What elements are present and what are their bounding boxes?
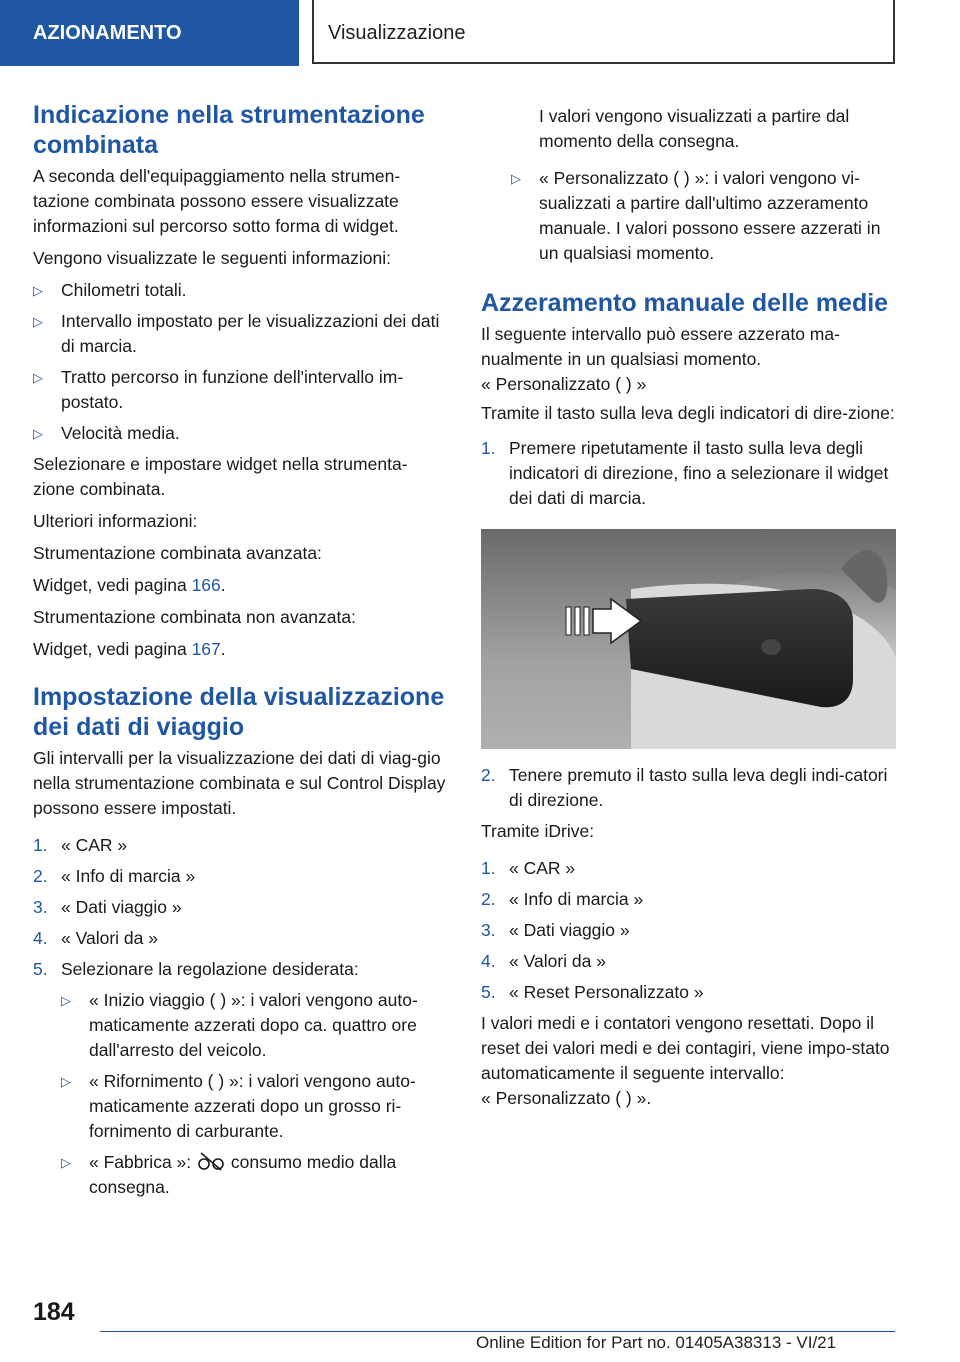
paragraph: Tramite iDrive: bbox=[481, 821, 595, 841]
list-item: ▷ Tratto percorso in funzione dell'intervallo im-postato. bbox=[33, 367, 404, 412]
paragraph: I valori medi e i contatori vengono resettati. Dopo il reset dei valori medi e dei contagiri, viene impo-stato automaticamente il seguente intervallo: « Personalizzato ( ) ». bbox=[481, 1013, 890, 1108]
page-link-166[interactable]: 166 bbox=[191, 575, 221, 595]
triangle-bullet-icon: ▷ bbox=[61, 1074, 71, 1089]
triangle-bullet-icon: ▷ bbox=[33, 426, 43, 441]
triangle-bullet-icon: ▷ bbox=[33, 283, 43, 298]
paragraph: Il seguente intervallo può essere azzerato ma-nualmente in un qualsiasi momento. « Personalizzato ( ) » bbox=[481, 324, 840, 394]
step-item: 2. « Info di marcia » bbox=[33, 866, 196, 886]
topic-title: Visualizzazione bbox=[328, 21, 466, 44]
step-item: 4. « Valori da » bbox=[33, 928, 158, 948]
triangle-bullet-icon: ▷ bbox=[61, 1155, 71, 1170]
paragraph: I valori vengono visualizzati a partire dal momento della consegna. bbox=[539, 106, 850, 151]
step-item: 1. Premere ripetutamente il tasto sulla leva degli indicatori di direzione, fino a selezionare il widget dei dati di marcia. bbox=[481, 438, 889, 508]
sub-list-item: ▷ « Personalizzato ( ) »: i valori vengono vi-sualizzati a partire dall'ultimo azzeramento manuale. I valori possono essere azzerati in un qualsiasi momento. bbox=[511, 168, 881, 263]
sub-list-item: ▷ « Fabbrica »: consumo medio dalla consegna. bbox=[61, 1152, 397, 1197]
sub-list-item: ▷ « Inizio viaggio ( ) »: i valori vengono auto-maticamente azzerati dopo ca. quattro ore dall'arresto del veicolo. bbox=[61, 990, 418, 1060]
paragraph: Tramite il tasto sulla leva degli indicatori di dire-zione: bbox=[481, 403, 895, 423]
paragraph: Selezionare e impostare widget nella strumenta-zione combinata. bbox=[33, 454, 408, 499]
step-item: 1. « CAR » bbox=[481, 858, 576, 878]
page-link-167[interactable]: 167 bbox=[191, 639, 221, 659]
right-column bbox=[481, 104, 896, 1118]
section-title: AZIONAMENTO bbox=[33, 21, 182, 44]
heading-instrument-cluster: Indicazione nella strumentazione combinata bbox=[33, 101, 425, 159]
paragraph: Ulteriori informazioni: bbox=[33, 511, 198, 531]
step-item: 1. « CAR » bbox=[33, 835, 128, 855]
step-item: 5. Selezionare la regolazione desiderata: bbox=[33, 959, 359, 979]
paragraph: Gli intervalli per la visualizzazione dei dati di viag-gio nella strumentazione combinata e sul Control Display possono essere impostati. bbox=[33, 748, 446, 818]
edition-footer: Online Edition for Part no. 01405A38313 - VI/21 bbox=[476, 1333, 837, 1352]
paragraph: Vengono visualizzate le seguenti informazioni: bbox=[33, 248, 391, 268]
section-tab bbox=[0, 0, 299, 66]
page-number: 184 bbox=[33, 1298, 75, 1326]
triangle-bullet-icon: ▷ bbox=[511, 171, 521, 186]
triangle-bullet-icon: ▷ bbox=[61, 993, 71, 1008]
step-item: 5. « Reset Personalizzato » bbox=[481, 982, 704, 1002]
paragraph: Widget, vedi pagina 167. bbox=[33, 639, 226, 659]
step-item: 2. « Info di marcia » bbox=[481, 889, 644, 909]
step-item: 4. « Valori da » bbox=[481, 951, 606, 971]
sub-list-item: ▷ « Rifornimento ( ) »: i valori vengono auto-maticamente azzerati dopo un grosso ri-fornimento di carburante. bbox=[61, 1071, 416, 1141]
heading-manual-reset: Azzeramento manuale delle medie bbox=[481, 289, 889, 317]
list-item: ▷ Velocità media. bbox=[33, 421, 448, 446]
paragraph: Strumentazione combinata avanzata: bbox=[33, 543, 322, 563]
left-column bbox=[33, 100, 448, 1206]
triangle-bullet-icon: ▷ bbox=[33, 370, 43, 385]
triangle-bullet-icon: ▷ bbox=[33, 314, 43, 329]
paragraph: Widget, vedi pagina 166. bbox=[33, 575, 226, 595]
list-item: ▷ Chilometri totali. bbox=[33, 278, 448, 303]
crossed-fuel-consumption-icon bbox=[196, 1151, 226, 1171]
topic-tab bbox=[312, 0, 895, 64]
paragraph: A seconda dell'equipaggiamento nella strumen-tazione combinata possono essere visualizzate informazioni sul percorso sotto forma di widget. bbox=[33, 166, 401, 236]
turn-signal-lever-photo bbox=[481, 529, 896, 749]
step-item: 3. « Dati viaggio » bbox=[481, 920, 630, 940]
list-item: ▷ Intervallo impostato per le visualizzazioni dei dati di marcia. bbox=[33, 311, 440, 356]
step-item: 3. « Dati viaggio » bbox=[33, 897, 182, 917]
footer-divider bbox=[100, 1331, 895, 1332]
lever-illustration bbox=[481, 529, 896, 749]
heading-trip-data-setting: Impostazione della visualizzazione dei dati di viaggio bbox=[33, 683, 445, 741]
paragraph: Strumentazione combinata non avanzata: bbox=[33, 607, 356, 627]
step-item: 2. Tenere premuto il tasto sulla leva degli indi-catori di direzione. bbox=[481, 765, 888, 810]
